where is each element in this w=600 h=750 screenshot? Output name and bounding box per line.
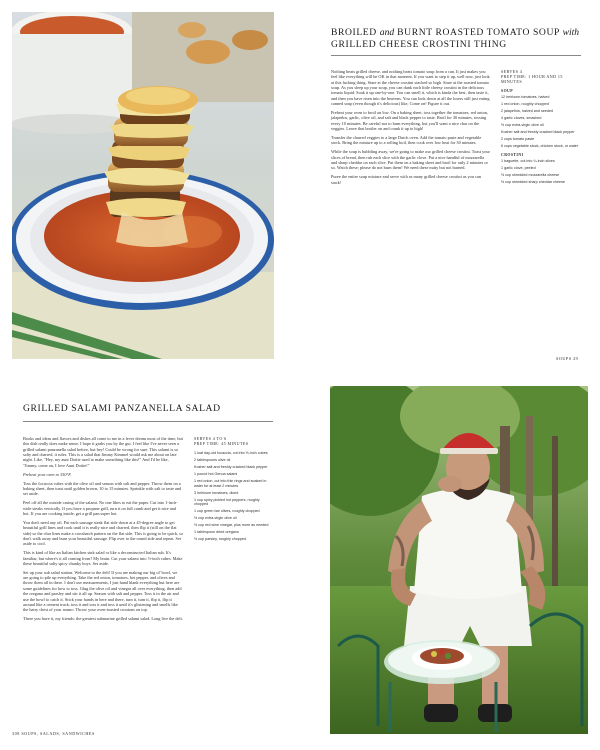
ingredient-item: 2 jalapeños, halved and seeded <box>501 109 554 114</box>
soup-serves <box>501 69 581 84</box>
salad-title-rule <box>23 421 273 422</box>
soup-step-paragraph: While the soup is bubbling away, we're going to make our grilled cheese crostini. Toast your slices of bread, then rub each slice with the garlic clove. Put a nice handful of mozzarella and sharp cheddar on each slice. Put them on a baking sheet and broil for only 2 minutes or so. Watch these; please do not burn them! We need these nutty but not burned. <box>331 149 490 171</box>
chef-portrait-photo <box>330 386 588 734</box>
ingredient-item: 4 garlic cloves, smashed <box>501 116 542 121</box>
ingredient-item: 1 baguette, cut into ¼-inch slices <box>501 158 555 163</box>
soup-intro-paragraph: Nothing beats grilled cheese, and nothing beats tomato soup from a can. It just makes you feel like everything will be OK in that moment. If you want to step it up, well now, just look at this fucking thing. Stare at the cheese crostini stacked so high. Stare at the roasted tomato soup. As you sleep up your soup, you can dunk each little cheesy crostini in the delicious tomato liquid. Soak it up one-by-one. You can smell it, which is kinda the best, then taste it, and then you have risen into the heavens. You can look down at all the losers still just eating canned soup (even though it's delicious) like, Come on! Figure it out. <box>331 69 490 107</box>
soup-crostini-photo <box>12 12 274 359</box>
salad-step-paragraph: Toss the focaccia cubes with the olive oil and season with salt and pepper. Throw them on a baking sheet, then toast until golden brown, 10 to 15 minutes. Sprinkle with salt to taste and set aside. <box>23 480 182 497</box>
soup-title-part2: BURNT ROASTED TOMATO SOUP <box>397 27 560 38</box>
crostini-section-heading: CROSTINI <box>501 152 524 157</box>
salad-prep-time: PREP TIME: 45 MINUTES <box>194 441 249 447</box>
soup-title-part3: GRILLED CHEESE CROSTINI THING <box>331 38 507 50</box>
ingredient-item: ½ cup parsley, roughly chopped <box>194 537 246 542</box>
salad-step-paragraph: Set up your sub salad station. Welcome to the deli! If you are making our big ol' bowl, we are going to pile up everything. Take the red onion, tomatoes, hot pepper, and olives and throw them all in there. I don't use measurements, I just hand blank everything but here are some guidelines for how to toss. Glug the olive oil and vinegar all over everything, then add the oregano and parsley and stir it all up. Season with salt and pepper. Toss it in the air and use the bowl to catch it. Stick your hands in here and there, turn it, turn it, flip it, flip it around like a cement truck, toss it and toss it and toss it until it's glistening and smells like the hairy chest of your nonno. Throw your oven-toasted croutons on top. <box>23 569 182 613</box>
soup-prep-time: PREP TIME: 1 HOUR AND 15 MINUTES <box>501 74 563 85</box>
ingredient-item: 12 heirloom tomatoes, halved <box>501 95 550 100</box>
soup-title-conj1: and <box>379 27 395 38</box>
salad-serves <box>194 436 274 446</box>
soup-title-rule <box>331 55 581 56</box>
salad-intro-paragraph: Books and ideas and flavors and dishes all come to me in a fever dream most of the time, but this dish really does make sense. I hope it grabs you by the gut. I feel like I've never seen a grilled salami panzanella salad before, but hey! Could be wrong for sure. This salami is so salty and charred, it rules. This is a salad that Jimmy Kimmel would ask me about on late night. Like, "Hey, my aunt Dottie used to make something like this!" And I'd be like, "Jimmy, come on, I love Aunt Dottie!" <box>23 436 183 468</box>
soup-serves-text: SERVES 4 <box>501 69 523 74</box>
ingredient-item: 1 cup spicy pickled hot peppers, roughly chopped <box>194 497 260 507</box>
page-folio-right: SOUPS 29 <box>556 356 579 361</box>
soup-title-part1: BROILED <box>331 27 377 38</box>
salad-method <box>23 436 183 625</box>
soup-step-paragraph: Preheat your oven to broil on low. On a baking sheet, toss together the tomatoes, red onion, jalapeños, garlic, olive oil, and salt and black pepper to taste. Broil for 30 minutes, tossing every 10 minutes. Be careful not to burn everything, but you'll want a nice char on the veggies. Leave that broiler on and crank it up to high! <box>331 110 489 132</box>
ingredient-item: 3 heirloom tomatoes, diced <box>194 490 239 495</box>
salad-serves-text: SERVES 4 TO 6 <box>194 436 227 441</box>
soup-title-conj2: with <box>562 27 580 38</box>
page-folio-left: 308 SOUPS, SALADS, SANDWICHES <box>12 731 95 736</box>
ingredient-item: ½ cup shredded mozzarella cheese <box>501 172 560 177</box>
ingredient-item: ½ cup extra-virgin olive oil <box>194 516 237 521</box>
ingredient-item: 2 cups tomato paste <box>501 137 535 142</box>
salad-step-paragraph: You don't need any oil. Put each sausage steak flat side down at a 45-degree angle to get beautiful grill lines and cook until it is really nice and charred, then flip it (still on the flat side) so the char lines make a crosshatch pattern on the flat side. This is going to be quick, so don't walk away and burn your beautiful sausage. Flip over to the round side and repeat. Set aside to cool. <box>23 519 183 547</box>
salad-step-paragraph: Preheat your oven to 350°F. <box>23 471 72 477</box>
ingredient-item: 1 cup green bar olives, roughly chopped <box>194 509 260 514</box>
ingredient-item: ½ cup shredded sharp cheddar cheese <box>501 179 565 184</box>
soup-ingredients <box>501 69 581 187</box>
ingredient-item: ½ cup extra-virgin olive oil <box>501 123 544 128</box>
soup-recipe-title <box>331 27 581 50</box>
soup-step-paragraph: Puree the entire soup mixture and serve with as many grilled cheese crostini as you can stack! <box>331 174 481 185</box>
soup-step-paragraph: Transfer the charred veggies to a large Dutch oven. Add the tomato paste and vegetable stock. Bring the mixture up to a rolling boil, then cook over low heat for 30 minutes. <box>331 134 482 146</box>
ingredient-item: 1 pound hot Genoa salami <box>194 472 238 477</box>
salad-step-paragraph: Peel off all the outside casing of the salami. No one likes to eat the paper. Cut into 1-inch-wide steaks vertically. If you have a propane grill, turn it on full crank and get it nice and hot. If you are cooking inside, get a grill pan super hot. <box>23 500 178 516</box>
ingredient-item: 1 red onion, cut into thin rings and soaked in water for at least 2 minutes <box>194 479 267 488</box>
salad-ingredients <box>194 436 274 544</box>
ingredient-item: 1 red onion, roughly chopped <box>501 102 549 107</box>
ingredient-item: Kosher salt and freshly cracked black pepper <box>501 130 575 135</box>
ingredient-item: 1 garlic clove, peeled <box>501 165 536 170</box>
ingredient-item: Kosher salt and freshly cracked black pepper <box>194 465 268 470</box>
salad-step-paragraph: There you have it, my friends: the greatest submarine grilled salami salad. Long live the deli. <box>23 616 183 622</box>
soup-method <box>331 69 491 189</box>
salad-recipe-title: GRILLED SALAMI PANZANELLA SALAD <box>23 403 221 414</box>
ingredient-item: 1 tablespoon dried oregano <box>194 530 239 535</box>
ingredient-item: ½ cup red wine vinegar, plus more as needed <box>194 523 269 528</box>
ingredient-item: 1 loaf day-old focaccia, cut into ½-inch cubes <box>194 451 268 456</box>
salad-step-paragraph: This is kind of like an Italian kitchen sink salad or like a deconstructed Italian sub. It's familiar, but where's it all coming from? My brain. Cut your salami into ½-inch cubes. Make these beautiful salty spicy chunky boys. Set aside. <box>23 550 183 566</box>
ingredient-item: 2 tablespoons olive oil <box>194 458 231 463</box>
ingredient-item: 6 cups vegetable stock, chicken stock, or water <box>501 144 579 149</box>
soup-section-heading: SOUP <box>501 89 513 94</box>
